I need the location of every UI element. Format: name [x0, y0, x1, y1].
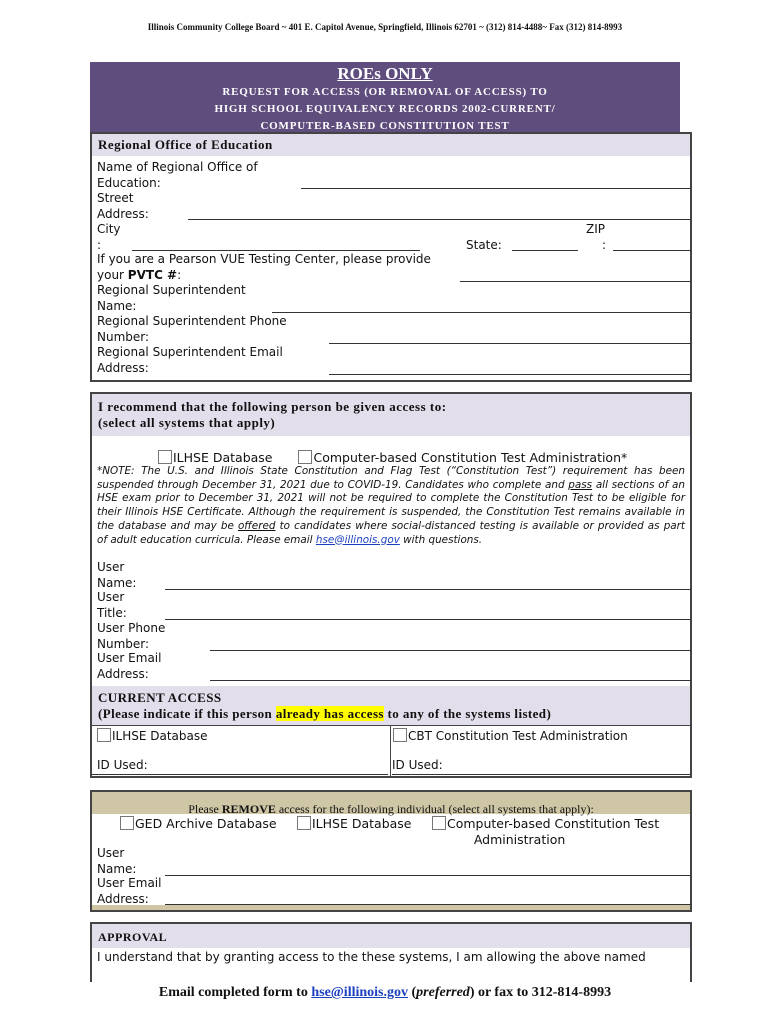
user-email-field[interactable] [210, 680, 691, 681]
current-cbt-id-label: ID Used: [392, 758, 443, 772]
current-cbt-id-field[interactable] [392, 774, 690, 775]
superintendent-name-label: Regional Superintendent Name: [97, 283, 246, 313]
remove-heading: Please REMOVE access for the following individual (select all systems that apply): [188, 802, 594, 816]
recommend-cbt-checkbox[interactable] [298, 450, 312, 464]
note-email-link[interactable]: hse@illinois.gov [315, 533, 400, 546]
current-ilhse-id-field[interactable] [92, 774, 388, 775]
current-cbt-checkbox[interactable] [393, 728, 407, 742]
pvtc-label: If you are a Pearson VUE Testing Center, please provide your PVTC #: [97, 252, 431, 282]
remove-cbt-option[interactable]: Computer-based Constitution Test Administration [432, 816, 659, 847]
recommend-cbt-option[interactable]: Computer-based Constitution Test Administration* [298, 450, 627, 465]
superintendent-phone-field[interactable] [329, 343, 691, 344]
remove-ged-option[interactable]: GED Archive Database [120, 816, 277, 832]
user-phone-field[interactable] [210, 650, 691, 651]
recommend-ilhse-option[interactable]: ILHSE Database [158, 450, 273, 465]
superintendent-email-label: Regional Superintendent Email Address: [97, 345, 283, 375]
current-ilhse-checkbox[interactable] [97, 728, 111, 742]
user-email-label: User Email Address: [97, 651, 162, 681]
street-address-field[interactable] [188, 219, 691, 220]
current-ilhse-option[interactable]: ILHSE Database [97, 728, 208, 745]
approval-text: I understand that by granting access to the these systems, I am allowing the above named [97, 950, 646, 964]
zip-label: ZIP : [586, 222, 607, 252]
form-title: ROEs ONLY [337, 64, 433, 83]
superintendent-email-field[interactable] [329, 374, 691, 375]
user-title-field[interactable] [165, 619, 691, 620]
roe-section-heading: Regional Office of Education [92, 134, 690, 156]
roe-section [90, 132, 692, 382]
user-name-field[interactable] [165, 589, 691, 590]
form-subtitle-line-2: HIGH SCHOOL EQUIVALENCY RECORDS 2002-CURRENT/ [214, 103, 556, 115]
city-field[interactable] [132, 250, 420, 251]
header-address: Illinois Community College Board ~ 401 E. Capitol Avenue, Springfield, Illinois 62701 ~ (312) 814-4488~ Fax (312) 814-8993 [147, 22, 623, 32]
user-name-label: User Name: [97, 560, 137, 590]
recommend-section [90, 392, 692, 778]
approval-section [90, 922, 692, 982]
footer-instructions: Email completed form to hse@illinois.gov (preferred) or fax to 312-814-8993 [158, 985, 612, 1000]
current-access-heading: CURRENT ACCESS (Please indicate if this person already has access to any of the systems listed) [92, 686, 690, 726]
form-subtitle-line-1: REQUEST FOR ACCESS (OR REMOVAL OF ACCESS) TO [222, 86, 548, 98]
form-subtitle-line-3: COMPUTER-BASED CONSTITUTION TEST [260, 120, 510, 132]
current-access-table [92, 725, 690, 776]
remove-user-name-field[interactable] [165, 875, 691, 876]
remove-user-email-label: User Email Address: [97, 876, 162, 906]
superintendent-phone-label: Regional Superintendent Phone Number: [97, 314, 287, 344]
state-field[interactable] [512, 250, 578, 251]
street-address-label: Street Address: [97, 191, 149, 221]
pvtc-field[interactable] [460, 281, 691, 282]
current-ilhse-id-label: ID Used: [97, 758, 148, 772]
remove-ilhse-option[interactable]: ILHSE Database [297, 816, 412, 832]
remove-ged-checkbox[interactable] [120, 816, 134, 830]
footer-email-link[interactable]: hse@illinois.gov [311, 985, 408, 1000]
remove-user-name-label: User Name: [97, 846, 137, 876]
recommend-heading: I recommend that the following person be given access to: (select all systems that apply) [92, 394, 690, 436]
covid-note: *NOTE: The U.S. and Illinois State Constitution and Flag Test (“Constitution Test”) requirement has been suspended through December 31, 2021 due to COVID-19. Candidates who complete and pass all sections of an HSE exam prior to December 31, 2021 will not be required to complete the Constitution Test to be eligible for their Illinois HSE Certificate. Although the requirement is suspended, the Constitution Test remains available in the database and may be offered to candidates where social-distanced testing is available or provided as part of adult education curricula. Please email hse@illinois.gov with questions. [97, 465, 685, 546]
city-label: City : [97, 222, 121, 252]
roe-name-label: Name of Regional Office of Education: [97, 160, 258, 190]
state-label: State: [466, 238, 502, 252]
recommend-options [158, 450, 627, 466]
current-cbt-option[interactable]: CBT Constitution Test Administration [393, 728, 628, 745]
user-phone-label: User Phone Number: [97, 621, 166, 651]
remove-ilhse-checkbox[interactable] [297, 816, 311, 830]
remove-cbt-checkbox[interactable] [432, 816, 446, 830]
roe-name-field[interactable] [301, 188, 691, 189]
approval-heading: APPROVAL [92, 924, 690, 948]
form-title-banner [90, 62, 680, 134]
remove-section [90, 790, 692, 912]
recommend-ilhse-checkbox[interactable] [158, 450, 172, 464]
superintendent-name-field[interactable] [272, 312, 691, 313]
zip-field[interactable] [613, 250, 691, 251]
user-title-label: User Title: [97, 590, 127, 620]
